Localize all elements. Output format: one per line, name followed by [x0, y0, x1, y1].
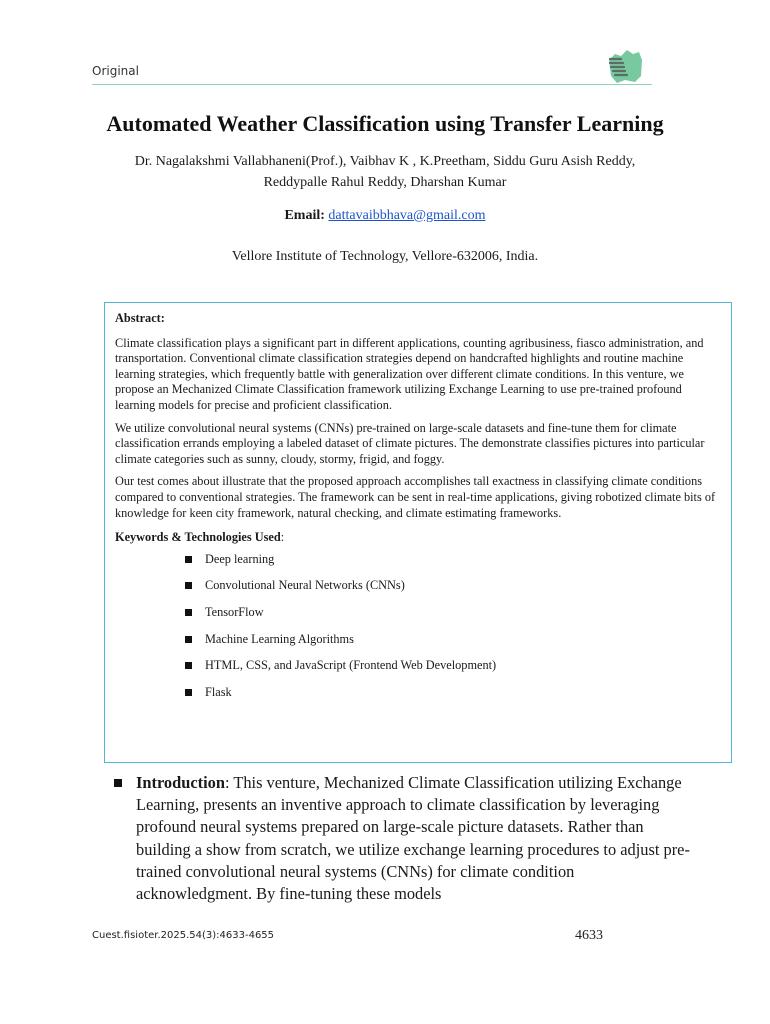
journal-logo-icon [605, 46, 645, 86]
bullet-icon [114, 779, 122, 787]
keywords-heading [115, 530, 721, 546]
abstract-paragraph: Our test comes about illustrate that the proposed approach accomplishes tall exactness in classifying climate conditions compared to conventional strategies. The framework can be sent in real-time applications, giving robotized climate bits of knowledge for keen city framework, natural checking, and climate estimating frameworks. [115, 474, 716, 520]
abstract-paragraph: We utilize convolutional neural systems (CNNs) pre-trained on large-scale datasets and fine-tune them for climate classification errands employing a labeled dataset of climate pictures. The demonstrate classifies pictures into particular climate categories such as sunny, cloudy, stormy, frigid, and foggy. [115, 420, 705, 466]
author-list [80, 151, 690, 193]
keyword-item: Deep learning [185, 552, 721, 579]
keywords-heading-label: Keywords & Technologies Used [115, 530, 281, 545]
keyword-item: Machine Learning Algorithms [185, 632, 721, 659]
header-divider [92, 84, 652, 85]
abstract-box [104, 302, 732, 763]
keyword-item: TensorFlow [185, 605, 721, 632]
affiliation: Vellore Institute of Technology, Vellore-632006, India. [231, 249, 539, 264]
introduction-label: Introduction [136, 773, 225, 792]
keyword-item: Flask [185, 685, 721, 712]
keywords-heading-colon: : [280, 530, 285, 545]
abstract-paragraph: Climate classification plays a significant part in different applications, counting agribusiness, fiasco administration, and transportation. Conventional climate classification strategies depend on handcrafted highlights and routine machine learning strategies, which frequently battle with generalization over different climate conditions. In this venture, we propose an Mechanized Climate Classification framework utilizing Exchange Learning to use pre-trained profound learning models for precise and proficient classification. [115, 335, 704, 412]
page-number: 4633 [575, 928, 603, 943]
introduction-body: : This venture, Mechanized Climate Classification utilizing Exchange Learning, presents an inventive approach to climate classification by leveraging profound neural systems prepared on large-scale picture datasets. Rather than building a show from scratch, we utilize exchange learning procedures to adjust pre-trained convolutional neural systems (CNNs) for climate condition acknowledgment. By fine-tuning these models [136, 773, 690, 904]
keyword-list [115, 552, 721, 712]
keyword-item: HTML, CSS, and JavaScript (Frontend Web Development) [185, 658, 721, 685]
email-label: Email: [284, 208, 325, 223]
journal-section-label: Original [92, 64, 139, 78]
email-link[interactable]: dattavaibbhava@gmail.com [328, 208, 486, 223]
introduction-text [136, 772, 694, 905]
email-line [0, 208, 770, 224]
authors-line-2: Reddypalle Rahul Reddy, Dharshan Kumar [263, 175, 507, 190]
keyword-item: Convolutional Neural Networks (CNNs) [185, 578, 721, 605]
introduction-section [114, 772, 694, 905]
paper-title: Automated Weather Classification using Transfer Learning [106, 111, 664, 136]
footer-citation: Cuest.fisioter.2025.54(3):4633-4655 [92, 930, 275, 941]
authors-line-1: Dr. Nagalakshmi Vallabhaneni(Prof.), Vaibhav K , K.Preetham, Siddu Guru Asish Reddy, [134, 154, 636, 169]
abstract-heading: Abstract: [115, 311, 165, 325]
